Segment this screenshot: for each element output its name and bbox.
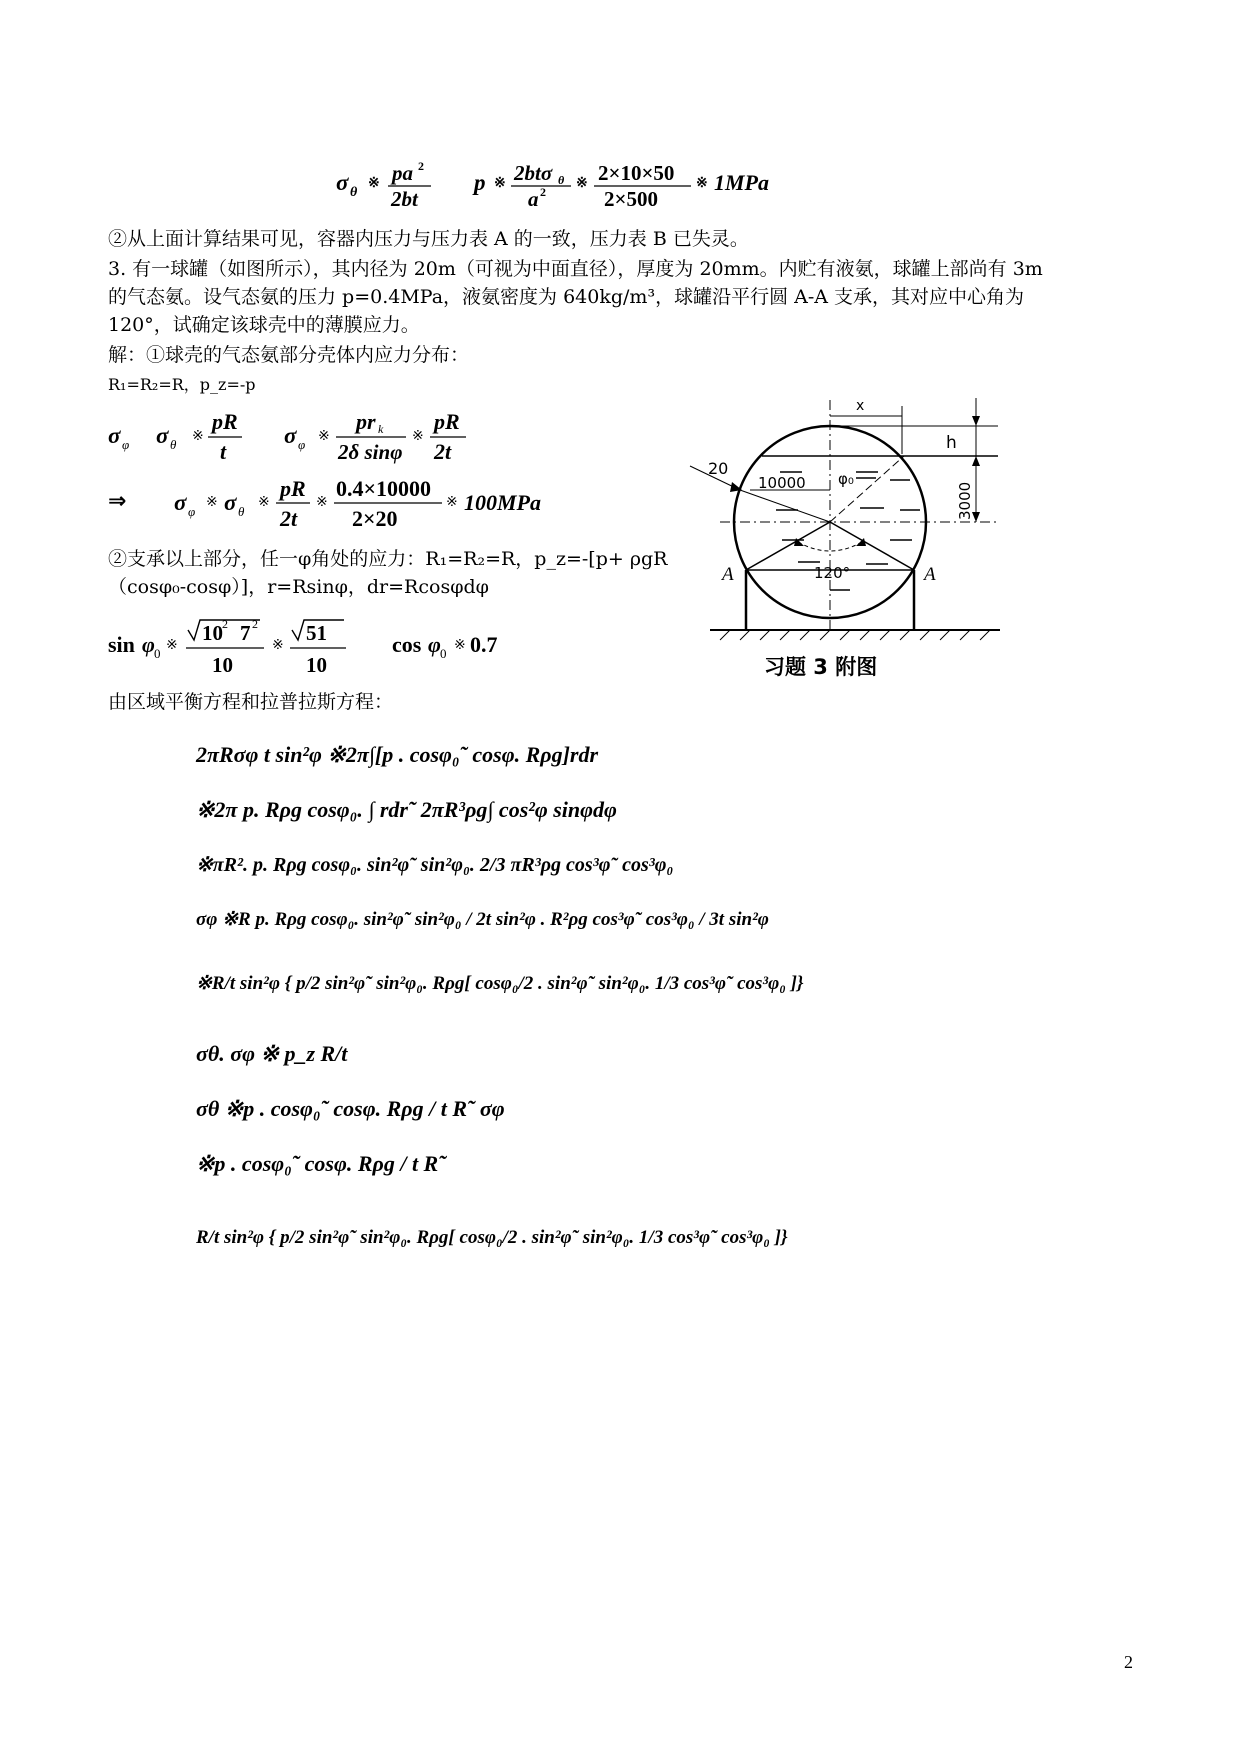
label-h: h — [946, 433, 957, 453]
derivation-line-1: 2πRσφ t sin²φ ※2π∫[p . cosφ₀˜ cosφ. Rρg]rdr — [196, 742, 599, 767]
svg-text:σ: σ — [284, 423, 297, 448]
svg-text:※: ※ — [166, 638, 178, 653]
equation-result-100mpa — [108, 470, 568, 536]
svg-text:φ: φ — [122, 437, 130, 452]
support-line-1: ②支承以上部分，任一φ角处的应力：R₁=R₂=R，p_z=-[p+ ρgR — [108, 548, 668, 570]
svg-text:σ: σ — [224, 490, 237, 515]
equation-membrane-stress-graphic — [108, 405, 488, 465]
svg-text:※: ※ — [494, 176, 506, 191]
svg-text:2×500: 2×500 — [604, 187, 658, 210]
derivation-line-2: ※2π p. Rρg cosφ₀. ∫ rdr˜ 2πR³ρg∫ cos²φ sinφdφ — [196, 797, 617, 822]
svg-text:※: ※ — [454, 638, 466, 653]
svg-text:※: ※ — [316, 495, 328, 510]
solution-intro: 解：①球壳的气态氨部分壳体内应力分布： — [108, 344, 470, 366]
figure-caption: 习题 3 附图 — [764, 655, 878, 679]
svg-text:※: ※ — [368, 176, 380, 191]
svg-text:θ: θ — [170, 437, 177, 452]
svg-text:p: p — [474, 170, 486, 195]
svg-text:0.7: 0.7 — [470, 632, 498, 657]
svg-text:2t: 2t — [434, 439, 452, 464]
svg-text:θ: θ — [238, 504, 245, 519]
page-number: 2 — [1124, 1652, 1133, 1672]
derivation-line-5: ※R/t sin²φ { p/2 sin²φ˜ sin²φ₀. Rρg[ cosφ₀/2 . sin²φ˜ sin²φ₀. 1/3 cos³φ˜ cos³φ₀ ]} — [196, 973, 804, 994]
svg-text:2×10×50: 2×10×50 — [598, 161, 675, 185]
svg-text:※: ※ — [272, 638, 284, 653]
problem-line-1: 3. 有一球罐（如图所示），其内径为 20m（可视为中面直径），厚度为 20mm。内贮有液氨，球罐上部尚有 3m — [108, 258, 1043, 280]
svg-text:σ: σ — [336, 170, 349, 195]
label-3000: 3000 — [956, 481, 974, 520]
support-line-2: （cosφ₀-cosφ）]，r=Rsinφ，dr=Rcosφdφ — [108, 576, 489, 598]
label-thickness: 20 — [708, 459, 729, 478]
svg-text:2: 2 — [540, 185, 546, 199]
equation-sin-cos-phi0 — [108, 612, 528, 682]
derivation-line-9: R/t sin²φ { p/2 sin²φ˜ sin²φ₀. Rρg[ cosφ₀/2 . sin²φ˜ sin²φ₀. 1/3 cos³φ˜ cos³φ₀ ]} — [196, 1227, 788, 1248]
svg-text:⇒: ⇒ — [108, 489, 127, 514]
problem-line-3: 120°，试确定该球壳中的薄膜应力。 — [108, 314, 420, 336]
svg-text:1MPa: 1MPa — [714, 170, 769, 195]
figure-spherical-tank — [680, 390, 1010, 694]
svg-text:φ: φ — [142, 632, 155, 657]
svg-text:pR: pR — [212, 409, 238, 434]
svg-text:※: ※ — [192, 429, 204, 444]
svg-text:t: t — [220, 439, 227, 464]
equation-sin-cos-phi0-graphic — [108, 612, 528, 678]
svg-text:cos: cos — [392, 632, 422, 657]
svg-text:pR: pR — [434, 409, 460, 434]
svg-text:a: a — [528, 187, 539, 210]
svg-text:pR: pR — [280, 476, 306, 501]
svg-text:7: 7 — [240, 621, 251, 645]
svg-text:φ: φ — [188, 504, 196, 519]
svg-text:pr: pr — [356, 409, 376, 434]
conclusion-text: ②从上面计算结果可见，容器内压力与压力表 A 的一致，压力表 B 已失灵。 — [108, 228, 749, 250]
label-120: 120° — [814, 564, 851, 582]
derivation-line-7: σθ ※p . cosφ₀˜ cosφ. Rρg / t R˜ σφ — [196, 1096, 505, 1121]
svg-text:※: ※ — [318, 429, 330, 444]
label-a-right: A — [924, 564, 936, 585]
svg-text:※: ※ — [412, 429, 424, 444]
label-phi0: φ₀ — [838, 470, 854, 488]
svg-text:2t: 2t — [280, 506, 298, 531]
svg-text:10: 10 — [202, 621, 223, 645]
derivation-line-3: ※πR². p. Rρg cosφ₀. sin²φ˜ sin²φ₀. 2/3 πR³ρg cos³φ˜ cos³φ₀ — [196, 854, 674, 876]
problem-line-2: 的气态氨。设气态氨的压力 p=0.4MPa，液氨密度为 640kg/m³，球罐沿平行圆 A-A 支承，其对应中心角为 — [108, 286, 1025, 308]
svg-text:σ: σ — [174, 490, 187, 515]
svg-text:θ: θ — [558, 173, 565, 187]
equation-membrane-stress — [108, 405, 488, 469]
equation-intro: 由区域平衡方程和拉普拉斯方程： — [108, 691, 394, 713]
derivation-line-8: ※p . cosφ₀˜ cosφ. Rρg / t R˜ — [196, 1151, 446, 1176]
top-formula — [336, 160, 776, 216]
svg-text:θ: θ — [350, 185, 358, 200]
derivation-line-4: σφ ※R p. Rρg cosφ₀. sin²φ˜ sin²φ₀ / 2t sin²φ . R²ρg cos³φ˜ cos³φ₀ / 3t sin²φ — [196, 909, 769, 930]
svg-text:※: ※ — [206, 495, 218, 510]
label-x: x — [856, 398, 865, 414]
svg-text:※: ※ — [258, 495, 270, 510]
svg-text:φ: φ — [428, 632, 441, 657]
svg-text:51: 51 — [306, 621, 327, 645]
svg-text:φ: φ — [298, 437, 306, 452]
svg-text:σ: σ — [108, 423, 121, 448]
derivation-line-6: σθ. σφ ※ p_z R/t — [196, 1041, 348, 1066]
svg-text:100MPa: 100MPa — [464, 490, 541, 515]
svg-text:0.4×10000: 0.4×10000 — [336, 476, 432, 501]
top-formula-graphic — [336, 160, 776, 210]
svg-text:※: ※ — [696, 176, 708, 191]
label-a-left: A — [722, 564, 734, 585]
svg-text:※: ※ — [576, 176, 588, 191]
svg-text:sin: sin — [108, 632, 135, 657]
svg-text:2: 2 — [222, 617, 228, 631]
svg-text:2δ sinφ: 2δ sinφ — [338, 440, 403, 464]
label-diameter: 10000 — [758, 474, 806, 492]
svg-text:2: 2 — [418, 160, 424, 173]
derivation-block — [196, 735, 956, 1276]
radii-condition: R₁=R₂=R，p_z=-p — [108, 375, 256, 394]
svg-text:0: 0 — [440, 646, 447, 661]
svg-text:2×20: 2×20 — [352, 506, 398, 531]
svg-text:2btσ: 2btσ — [514, 161, 553, 185]
equation-result-100mpa-graphic — [108, 470, 568, 532]
svg-text:σ: σ — [156, 423, 169, 448]
svg-text:※: ※ — [446, 495, 458, 510]
svg-text:2bt: 2bt — [391, 187, 418, 210]
svg-text:k: k — [378, 422, 384, 436]
svg-text:10: 10 — [306, 653, 327, 677]
svg-text:0: 0 — [154, 646, 161, 661]
svg-text:2: 2 — [252, 617, 258, 631]
svg-text:10: 10 — [212, 653, 233, 677]
figure-spherical-tank-svg — [680, 390, 1010, 690]
svg-text:pa: pa — [392, 161, 413, 185]
